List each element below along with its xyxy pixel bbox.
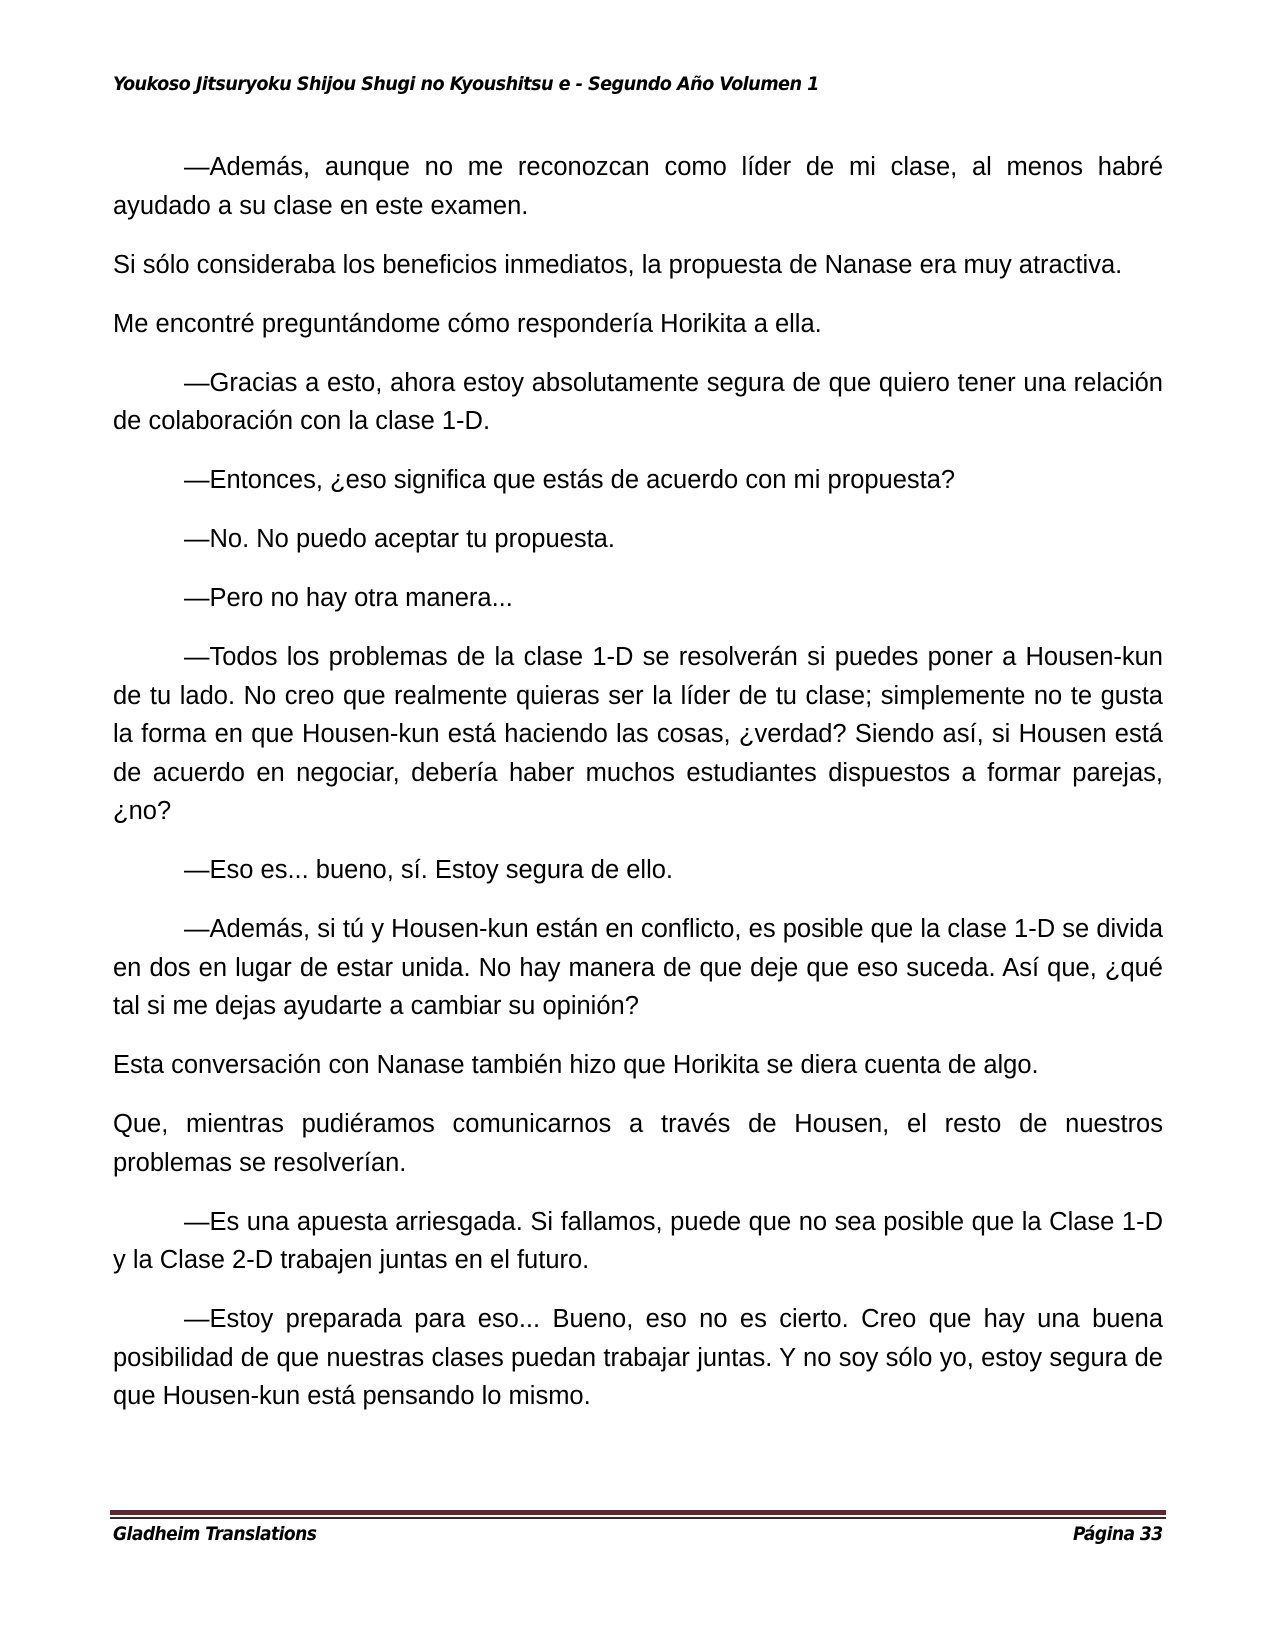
paragraph: —Pero no hay otra manera... (184, 584, 513, 612)
paragraph: —Gracias a esto, ahora estoy absolutamente segura de que quiero tener una relación de colaboración con la clase 1-D. (113, 368, 1163, 435)
paragraph: —Además, aunque no me reconozcan como líder de mi clase, al menos habré ayudado a su clase en este examen. (113, 153, 1163, 220)
running-header-title: Youkoso Jitsuryoku Shijou Shugi no Kyoushitsu e - Segundo Año Volumen 1 (113, 73, 819, 95)
paragraph: —Estoy preparada para eso... Bueno, eso no es cierto. Creo que hay una buena posibilidad de que nuestras clases puedan trabajar juntas. Y no soy sólo yo, estoy segura de que Housen-kun está pensando lo mismo. (113, 1305, 1163, 1410)
paragraph: —Es una apuesta arriesgada. Si fallamos, puede que no sea posible que la Clase 1-D y la Clase 2-D trabajen juntas en el futuro. (113, 1207, 1163, 1274)
paragraph: —Todos los problemas de la clase 1-D se resolverán si puedes poner a Housen-kun de tu lado. No creo que realmente quieras ser la líder de tu clase; simplemente no te gusta la forma en que Housen-kun está haciendo las cosas, ¿verdad? Siendo así, si Housen está de acuerdo en negociar, debería haber muchos estudiantes dispuestos a formar parejas, ¿no? (113, 643, 1163, 825)
paragraph: Que, mientras pudiéramos comunicarnos a través de Housen, el resto de nuestros problemas se resolverían. (113, 1110, 1163, 1177)
page-number: Página 33 (1073, 1523, 1163, 1545)
paragraph: Esta conversación con Nanase también hizo que Horikita se diera cuenta de algo. (113, 1051, 1039, 1079)
paragraph: —Entonces, ¿eso significa que estás de acuerdo con mi propuesta? (184, 466, 956, 494)
footer-divider-thick (110, 1510, 1166, 1515)
paragraph: Si sólo consideraba los beneficios inmediatos, la propuesta de Nanase era muy atractiva. (113, 250, 1123, 279)
paragraph: —Además, si tú y Housen-kun están en conflicto, es posible que la clase 1-D se divida en dos en lugar de estar unida. No hay manera de que deje que eso suceda. Así que, ¿qué tal si me dejas ayudarte a cambiar su opinión? (113, 915, 1163, 1020)
footer-divider (110, 1510, 1166, 1519)
footer-divider-thin (110, 1517, 1166, 1519)
paragraph: —Eso es... bueno, sí. Estoy segura de ello. (184, 856, 674, 884)
paragraph: —No. No puedo aceptar tu propuesta. (184, 525, 615, 553)
footer-credit: Gladheim Translations (113, 1523, 317, 1545)
paragraph: Me encontré preguntándome cómo respondería Horikita a ella. (113, 309, 822, 338)
body-text (113, 148, 1163, 1436)
